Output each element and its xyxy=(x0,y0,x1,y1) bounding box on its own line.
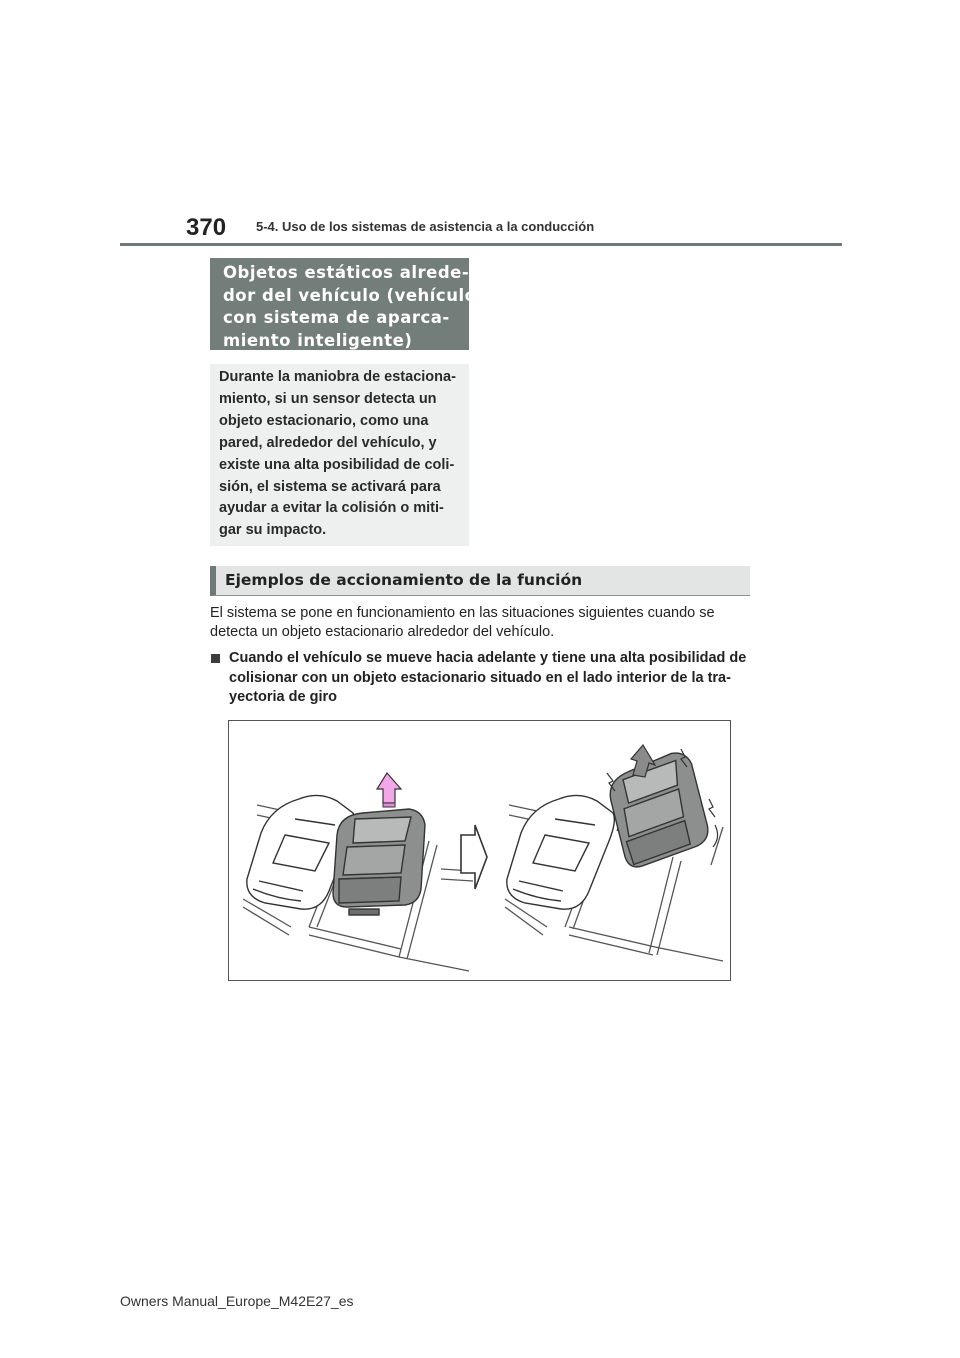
forward-arrow-left xyxy=(377,773,401,807)
sidebar-title-line: miento inteligente) xyxy=(223,330,413,350)
bullet-item xyxy=(229,649,769,708)
sidebar-body-line: ayudar a evitar la colisión o miti- xyxy=(219,500,444,517)
sidebar-body-line: miento, si un sensor detecta un xyxy=(219,390,437,407)
sidebar-box-body xyxy=(210,364,469,546)
sidebar-body-line: Durante la maniobra de estaciona- xyxy=(219,369,456,385)
own-car-left xyxy=(333,809,425,915)
examples-paragraph xyxy=(210,604,770,642)
parking-illustration xyxy=(228,720,731,981)
transition-arrow xyxy=(461,825,487,889)
bullet-line: yectoria de giro xyxy=(229,689,337,706)
square-bullet-icon xyxy=(211,654,220,663)
bullet-line: colisionar con un objeto estacionario situado en el lado interior de la tra- xyxy=(229,669,731,686)
page-number: 370 xyxy=(186,214,227,241)
section-title: 5-4. Uso de los sistemas de asistencia a la conducción xyxy=(256,219,595,234)
sidebar-title-line: dor del vehículo (vehículos xyxy=(223,285,487,305)
parked-car-right xyxy=(507,795,615,909)
paragraph-line: El sistema se pone en funcionamiento en las situaciones siguientes cuando se xyxy=(210,605,715,621)
sidebar-box-title xyxy=(210,258,487,350)
illustration-svg xyxy=(229,721,732,982)
sidebar-body-line: gar su impacto. xyxy=(219,522,327,539)
header-divider xyxy=(120,243,842,246)
sidebar-body-line: pared, alrededor del vehículo, y xyxy=(219,434,437,451)
sidebar-body-line: existe una alta posibilidad de coli- xyxy=(219,456,455,473)
sidebar-title-line: con sistema de aparca- xyxy=(223,308,450,327)
bullet-line: Cuando el vehículo se mueve hacia adelante y tiene una alta posibilidad de xyxy=(229,650,747,666)
sidebar-body-line: sión, el sistema se activará para xyxy=(219,478,441,495)
sidebar-title-line: Objetos estáticos alrede- xyxy=(223,263,470,282)
sidebar-body-line: objeto estacionario, como una xyxy=(219,412,429,429)
paragraph-line: detecta un objeto estacionario alrededor del vehículo. xyxy=(210,624,555,640)
examples-heading: Ejemplos de accionamiento de la función xyxy=(210,566,750,596)
own-car-right xyxy=(599,749,717,871)
footer-text: Owners Manual_Europe_M42E27_es xyxy=(120,1293,354,1309)
